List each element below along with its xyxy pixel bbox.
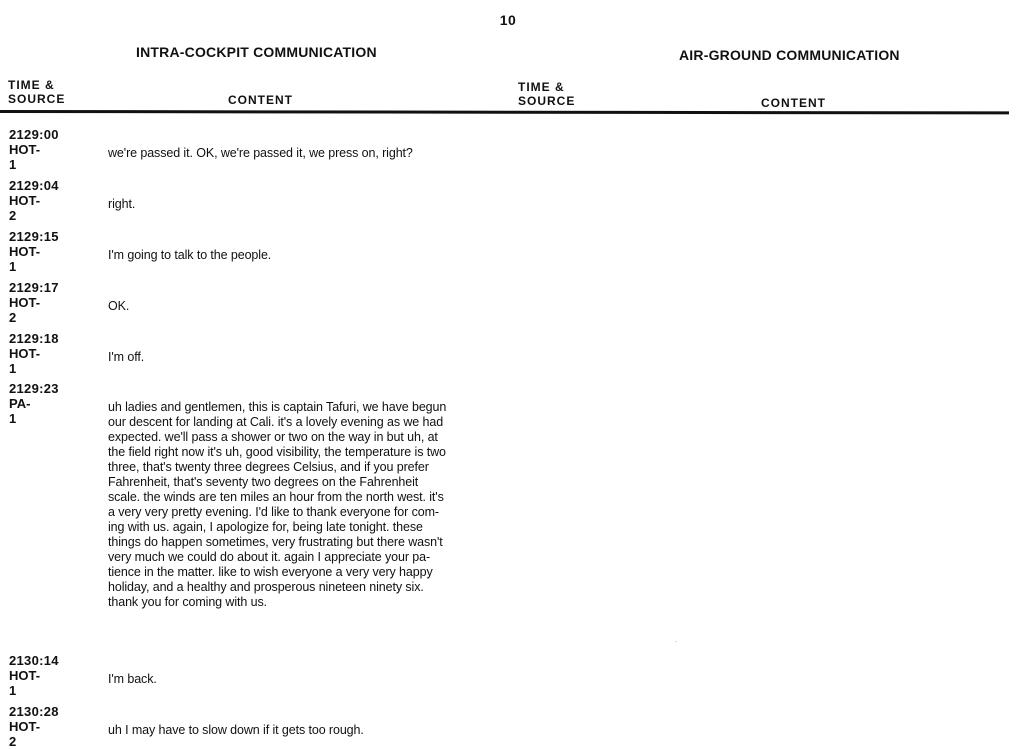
entry-source: HOT-1: [9, 142, 41, 172]
entry-source: HOT-2: [9, 295, 41, 325]
left-content-header: CONTENT: [228, 93, 293, 107]
entry-content: uh ladies and gentlemen, this is captain Tafuri, we have begun our descent for landing at Cali. it's a lovely evening as we had expected. we'll pass a shower or two on the way in but uh, at the field right now it's uh, good visibility, the temperature is two three, that's twenty three degrees Celsius, and if you prefer Fahrenheit, that's seventy two degrees on the Fahrenheit scale. the winds are ten miles an hour from the north west. it's a very very pretty evening. I'd like to thank everyone for com- ing with us. again, I apologize for, being late tonight. these things do happen sometimes, very frustrating but there wasn't very much we could do about it. again I appreciate your pa- tience in the matter. like to wish everyone a very very happy holiday, and a healthy and prosperous nineteen ninety six. thank you for coming with us.: [108, 400, 447, 609]
entry-content: right.: [108, 197, 136, 211]
right-content-header: CONTENT: [761, 96, 826, 110]
entry-time: 2130:14: [9, 653, 59, 668]
entry-content: OK.: [108, 299, 130, 313]
entry-time: 2129:17: [9, 280, 59, 295]
left-time-source-header: TIME & SOURCE: [8, 78, 66, 106]
entry-time: 2129:04: [9, 178, 59, 193]
entry-time: 2129:00: [9, 127, 59, 142]
entry-time: 2129:15: [9, 229, 59, 244]
entry-source: HOT-1: [9, 668, 41, 698]
entry-source: HOT-1: [9, 346, 41, 376]
header-rule: [0, 110, 1009, 114]
entry-content: I'm going to talk to the people.: [108, 248, 272, 262]
entry-content: I'm back.: [108, 672, 157, 686]
air-ground-title: AIR-GROUND COMMUNICATION: [679, 47, 900, 63]
entry-content: we're passed it. OK, we're passed it, we press on, right?: [108, 146, 413, 160]
entry-content: I'm off.: [108, 350, 145, 364]
entry-source: HOT-2: [9, 193, 41, 223]
entry-source: PA-1: [9, 396, 31, 426]
entry-time: 2130:28: [9, 704, 59, 719]
entry-source: HOT-1: [9, 244, 41, 274]
entry-source: HOT-2: [9, 719, 41, 749]
scan-speck: .: [675, 635, 678, 644]
entry-time: 2129:18: [9, 331, 59, 346]
entry-time: 2129:23: [9, 381, 59, 396]
right-time-source-header: TIME & SOURCE: [518, 80, 576, 108]
page-number: 10: [499, 12, 517, 28]
intra-cockpit-title: INTRA-COCKPIT COMMUNICATION: [136, 44, 377, 60]
entry-content: uh I may have to slow down if it gets too rough.: [108, 723, 364, 737]
